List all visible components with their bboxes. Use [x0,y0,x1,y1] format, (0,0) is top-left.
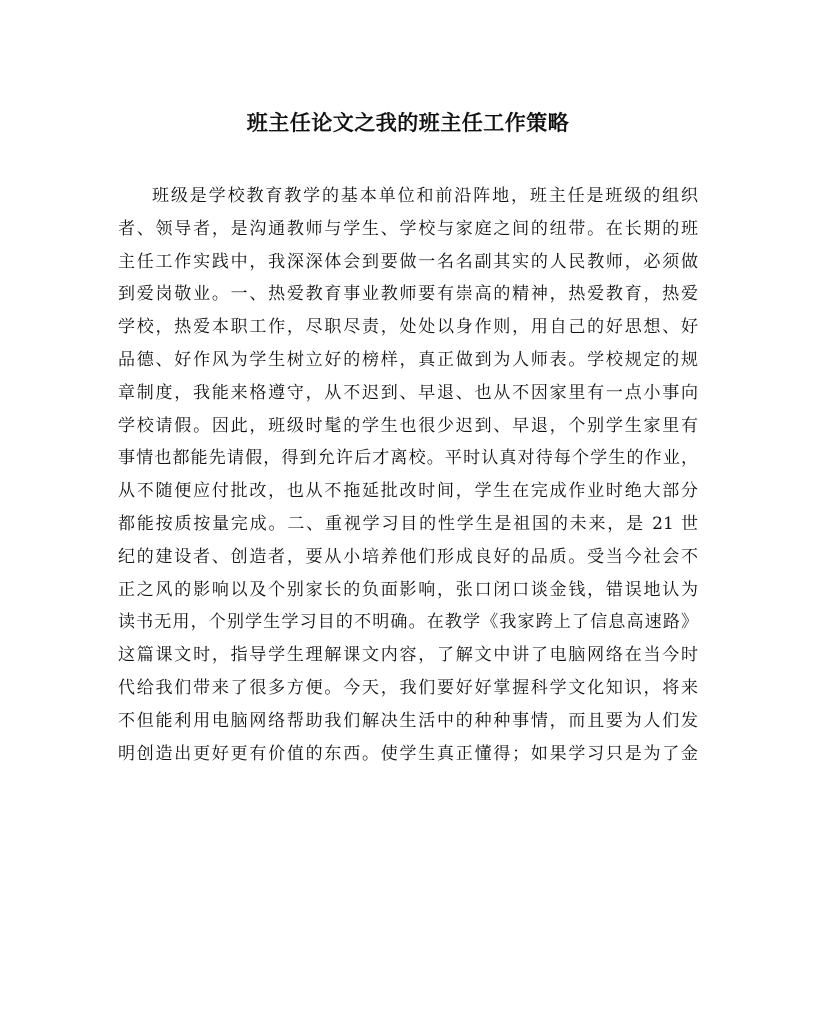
body-line: 纪的建设者、创造者，要从小培养他们形成良好的品质。受当今社会不 [118,546,698,567]
body-line: 到爱岗敬业。一、热爱教育事业教师要有崇高的精神，热爱教育，热爱 [118,284,698,305]
body-line: 都能按质按量完成。二、重视学习目的性学生是祖国的未来，是 21 世 [118,513,698,534]
document-body [118,180,698,770]
body-line: 学校，热爱本职工作，尽职尽责，处处以身作则，用自己的好思想、好 [118,317,698,338]
body-line: 这篇课文时，指导学生理解课文内容，了解文中讲了电脑网络在当今时 [118,645,698,666]
body-line: 者、领导者，是沟通教师与学生、学校与家庭之间的纽带。在长期的班 [118,218,698,239]
body-line: 品德、好作风为学生树立好的榜样，真正做到为人师表。学校规定的规 [118,349,698,370]
body-line: 读书无用，个别学生学习目的不明确。在教学《我家跨上了信息高速路》 [118,612,698,633]
body-line: 从不随便应付批改，也从不拖延批改时间，学生在完成作业时绝大部分 [118,481,698,502]
body-line: 主任工作实践中，我深深体会到要做一名名副其实的人民教师，必须做 [118,251,698,272]
body-line: 代给我们带来了很多方便。今天，我们要好好掌握科学文化知识，将来 [118,677,698,698]
document-title: 班主任论文之我的班主任工作策略 [246,110,570,135]
body-line: 章制度，我能来格遵守，从不迟到、早退、也从不因家里有一点小事向 [118,382,698,403]
body-line: 班级是学校教育教学的基本单位和前沿阵地，班主任是班级的组织 [152,186,698,206]
body-line: 事情也都能先请假，得到允许后才离校。平时认真对待每个学生的作业， [118,448,698,469]
body-line: 不但能利用电脑网络帮助我们解决生活中的种种事情，而且要为人们发 [118,710,698,731]
body-line: 正之风的影响以及个别家长的负面影响，张口闭口谈金钱，错误地认为 [118,579,698,600]
body-line: 学校请假。因此，班级时髦的学生也很少迟到、早退，个别学生家里有 [118,415,698,436]
body-line: 明创造出更好更有价值的东西。使学生真正懂得；如果学习只是为了金 [118,743,698,764]
